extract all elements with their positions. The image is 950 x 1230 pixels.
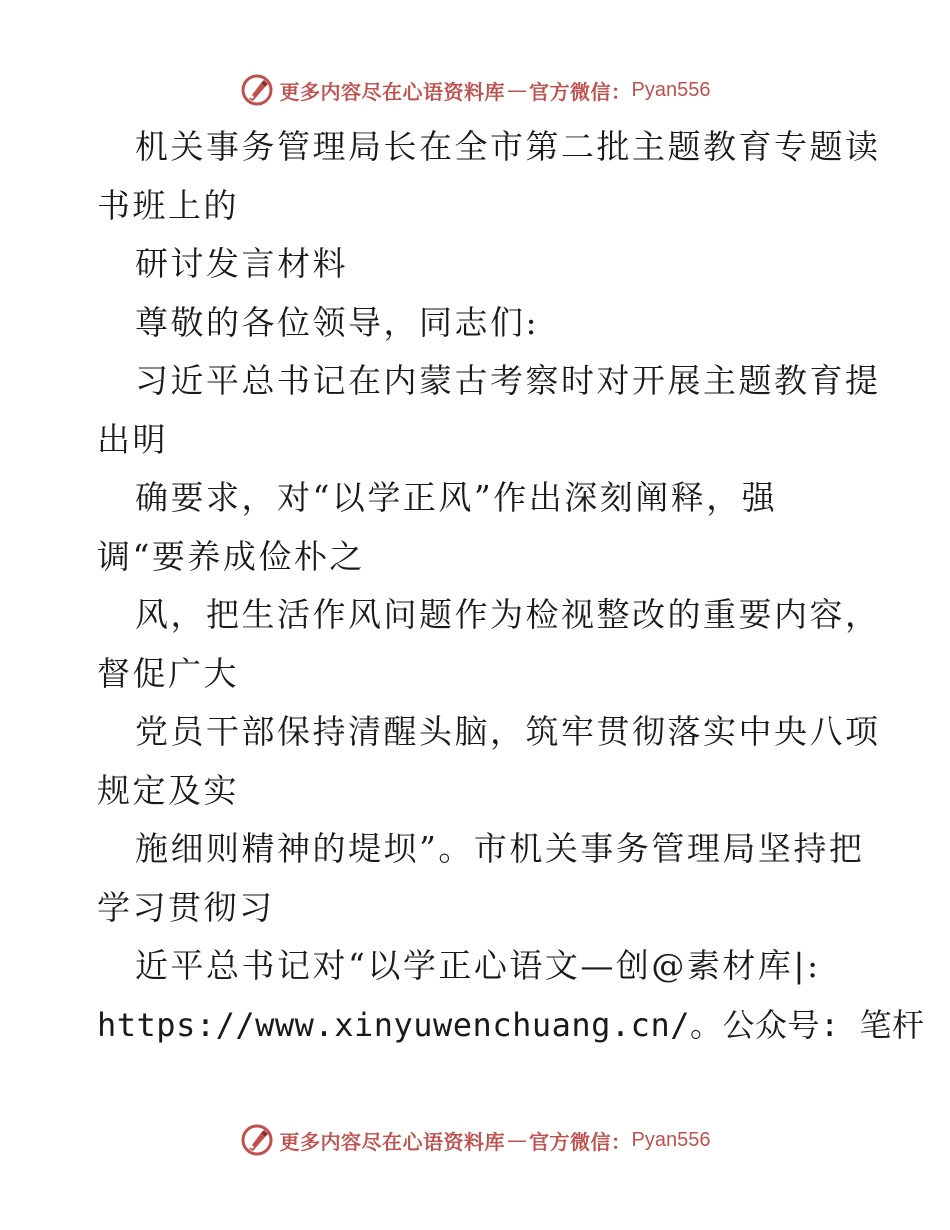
paragraph-line: 确要求，对“以学正风”作出深刻阐释，强 — [135, 478, 778, 517]
paragraph-line: 规定及实 — [97, 770, 239, 810]
banner-separator: — — [507, 78, 528, 102]
pen-nib-logo-icon — [240, 1123, 274, 1157]
paragraph-line: 施细则精神的堤坝”。市机关事务管理局坚持把 — [135, 829, 865, 868]
paragraph-line: 风，把生活作风问题作为检视整改的重要内容， — [135, 595, 881, 634]
pen-nib-logo-icon — [240, 73, 274, 107]
paragraph-line: 督促广大 — [97, 653, 239, 693]
header-watermark-banner — [0, 70, 950, 110]
document-body — [97, 118, 925, 1054]
banner-wechat-id: Pyan556 — [631, 78, 711, 101]
title-line-2: 书班上的 — [97, 185, 239, 225]
paragraph-line: 党员干部保持清醒头脑，筑牢贯彻落实中央八项 — [135, 712, 881, 751]
salutation-line: 尊敬的各位领导，同志们: — [135, 302, 540, 342]
banner-separator: — — [507, 1128, 528, 1152]
banner-wechat-label: 官方微信： — [529, 79, 632, 104]
subtitle-line: 研讨发言材料 — [135, 244, 348, 283]
paragraph-line: 近平总书记对“以学正心语文—创@素材库|: — [135, 946, 821, 985]
paragraph-line: 出明 — [97, 419, 168, 459]
url-line: https://www.xinyuwenchuang.cn/。公众号: 笔杆 — [97, 1005, 925, 1044]
paragraph-line: 习近平总书记在内蒙古考察时对开展主题教育提 — [135, 361, 881, 400]
paragraph-line: 调“要养成俭朴之 — [97, 536, 365, 576]
paragraph-line: 学习贯彻习 — [97, 887, 275, 927]
banner-title: 更多内容尽在心语资料库 — [279, 1129, 506, 1154]
title-line-1: 机关事务管理局长在全市第二批主题教育专题读 — [135, 127, 881, 166]
banner-title: 更多内容尽在心语资料库 — [279, 79, 506, 104]
footer-watermark-banner — [0, 1120, 950, 1160]
banner-wechat-id: Pyan556 — [631, 1128, 711, 1151]
banner-wechat-label: 官方微信： — [529, 1129, 632, 1154]
